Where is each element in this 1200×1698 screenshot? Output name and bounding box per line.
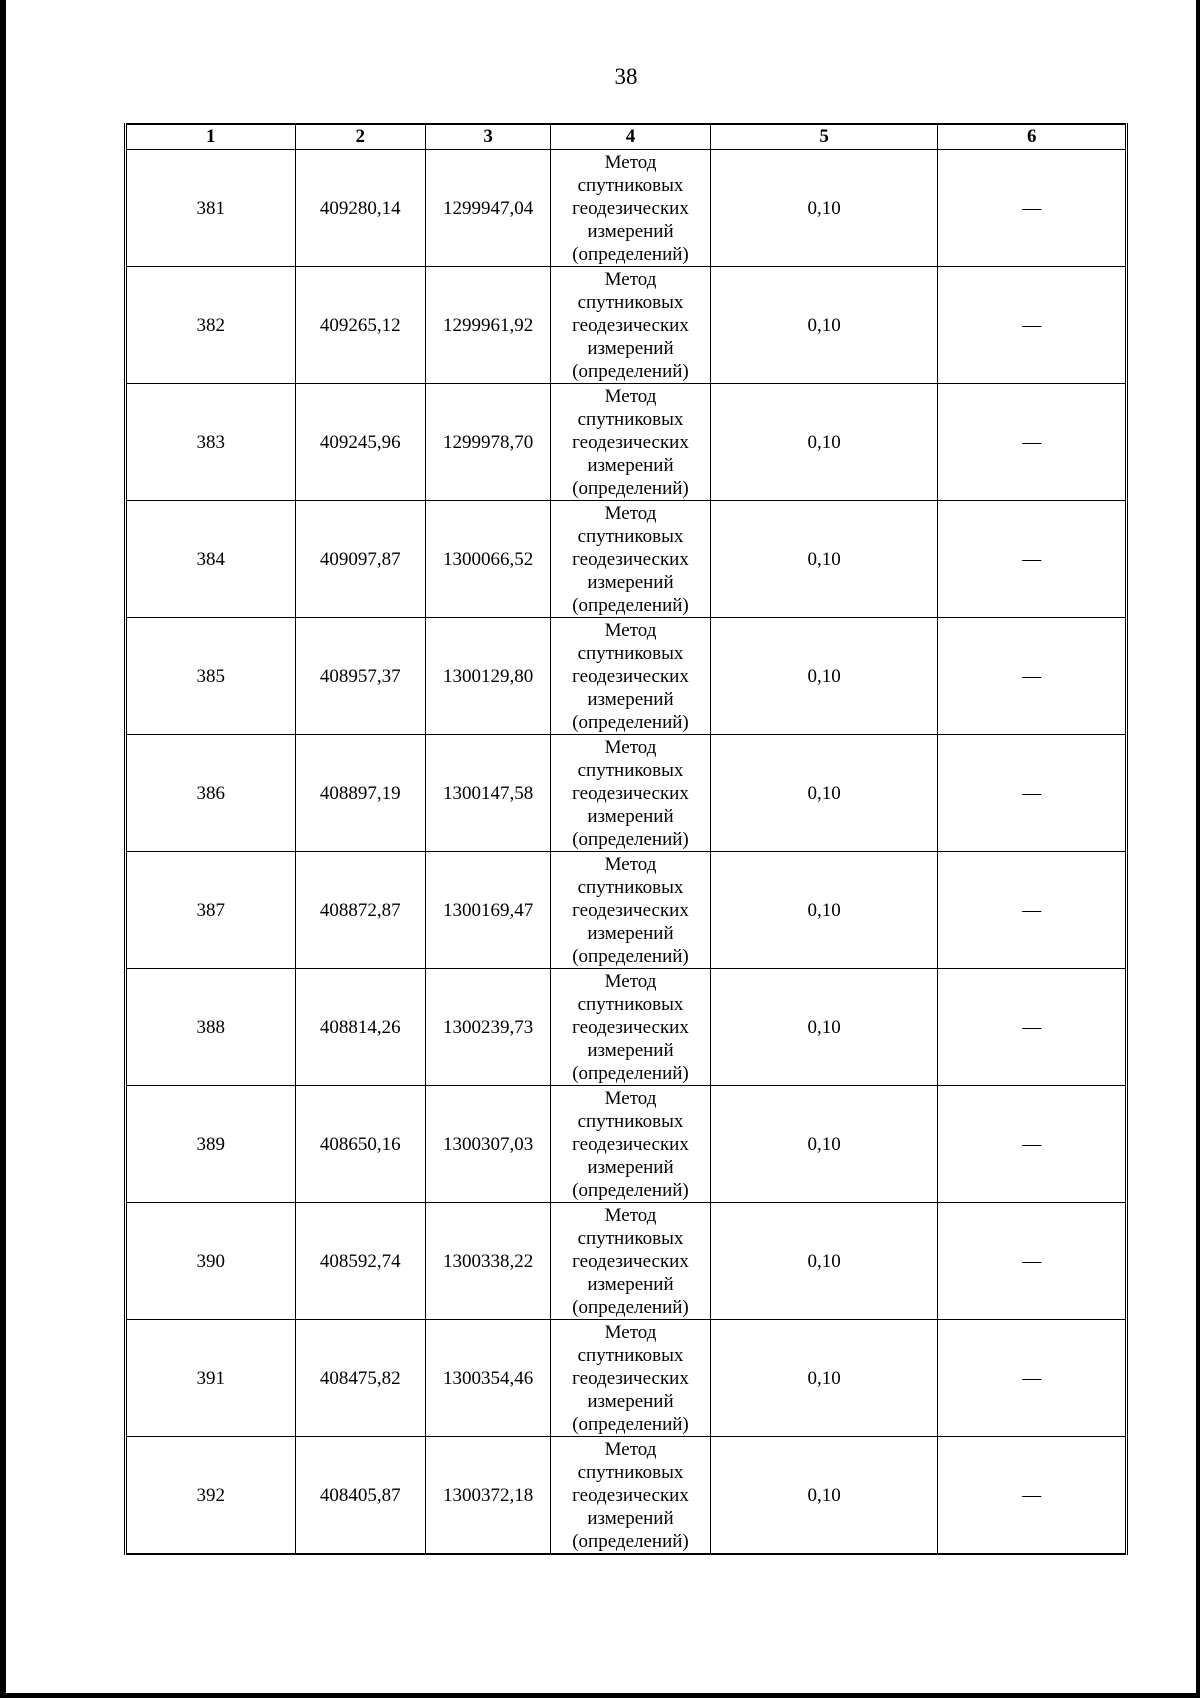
cell-method: Метод спутниковых геодезических измерений (определений) (551, 1437, 710, 1555)
table-row (126, 1320, 1127, 1437)
header-col-1: 1 (126, 124, 296, 150)
cell-description: — (938, 1437, 1127, 1555)
cell-x-coordinate: 408405,87 (295, 1437, 425, 1555)
cell-method: Метод спутниковых геодезических измерений (определений) (551, 969, 710, 1086)
cell-x-coordinate: 408592,74 (295, 1203, 425, 1320)
scan-edge-right (1196, 0, 1200, 1698)
cell-x-coordinate: 408650,16 (295, 1086, 425, 1203)
cell-accuracy: 0,10 (710, 1320, 938, 1437)
cell-point-number: 390 (126, 1203, 296, 1320)
table-row (126, 1437, 1127, 1555)
table-row (126, 969, 1127, 1086)
cell-description: — (938, 969, 1127, 1086)
table-row (126, 267, 1127, 384)
cell-accuracy: 0,10 (710, 1437, 938, 1555)
cell-method: Метод спутниковых геодезических измерений (определений) (551, 1203, 710, 1320)
cell-point-number: 392 (126, 1437, 296, 1555)
cell-y-coordinate: 1299978,70 (425, 384, 550, 501)
header-col-5: 5 (710, 124, 938, 150)
cell-x-coordinate: 409245,96 (295, 384, 425, 501)
page-number: 38 (614, 64, 638, 89)
cell-accuracy: 0,10 (710, 852, 938, 969)
cell-method: Метод спутниковых геодезических измерений (определений) (551, 267, 710, 384)
cell-description: — (938, 852, 1127, 969)
cell-x-coordinate: 409280,14 (295, 150, 425, 267)
cell-point-number: 389 (126, 1086, 296, 1203)
cell-method: Метод спутниковых геодезических измерений (определений) (551, 150, 710, 267)
cell-x-coordinate: 408872,87 (295, 852, 425, 969)
cell-y-coordinate: 1299961,92 (425, 267, 550, 384)
cell-point-number: 386 (126, 735, 296, 852)
cell-accuracy: 0,10 (710, 969, 938, 1086)
cell-y-coordinate: 1300354,46 (425, 1320, 550, 1437)
cell-description: — (938, 150, 1127, 267)
cell-point-number: 385 (126, 618, 296, 735)
cell-description: — (938, 618, 1127, 735)
cell-description: — (938, 1320, 1127, 1437)
cell-point-number: 383 (126, 384, 296, 501)
cell-y-coordinate: 1300239,73 (425, 969, 550, 1086)
cell-point-number: 382 (126, 267, 296, 384)
cell-method: Метод спутниковых геодезических измерений (определений) (551, 1086, 710, 1203)
cell-description: — (938, 1086, 1127, 1203)
scan-edge-left (0, 0, 6, 1698)
cell-y-coordinate: 1299947,04 (425, 150, 550, 267)
cell-description: — (938, 384, 1127, 501)
header-col-2: 2 (295, 124, 425, 150)
cell-y-coordinate: 1300307,03 (425, 1086, 550, 1203)
cell-description: — (938, 267, 1127, 384)
cell-x-coordinate: 409097,87 (295, 501, 425, 618)
cell-y-coordinate: 1300129,80 (425, 618, 550, 735)
table-row (126, 150, 1127, 267)
cell-method: Метод спутниковых геодезических измерений (определений) (551, 384, 710, 501)
table-row (126, 384, 1127, 501)
cell-accuracy: 0,10 (710, 501, 938, 618)
cell-y-coordinate: 1300147,58 (425, 735, 550, 852)
header-col-4: 4 (551, 124, 710, 150)
cell-y-coordinate: 1300169,47 (425, 852, 550, 969)
table-header-row (126, 124, 1127, 150)
cell-accuracy: 0,10 (710, 267, 938, 384)
cell-x-coordinate: 408957,37 (295, 618, 425, 735)
header-col-6: 6 (938, 124, 1127, 150)
cell-accuracy: 0,10 (710, 150, 938, 267)
cell-point-number: 381 (126, 150, 296, 267)
cell-accuracy: 0,10 (710, 1086, 938, 1203)
cell-x-coordinate: 409265,12 (295, 267, 425, 384)
cell-method: Метод спутниковых геодезических измерений (определений) (551, 618, 710, 735)
cell-y-coordinate: 1300338,22 (425, 1203, 550, 1320)
cell-method: Метод спутниковых геодезических измерений (определений) (551, 1320, 710, 1437)
cell-x-coordinate: 408814,26 (295, 969, 425, 1086)
cell-y-coordinate: 1300372,18 (425, 1437, 550, 1555)
cell-description: — (938, 1203, 1127, 1320)
cell-y-coordinate: 1300066,52 (425, 501, 550, 618)
scan-edge-bottom (0, 1693, 1200, 1698)
cell-accuracy: 0,10 (710, 735, 938, 852)
cell-point-number: 387 (126, 852, 296, 969)
cell-method: Метод спутниковых геодезических измерений (определений) (551, 735, 710, 852)
table-row (126, 618, 1127, 735)
cell-point-number: 388 (126, 969, 296, 1086)
cell-x-coordinate: 408475,82 (295, 1320, 425, 1437)
cell-description: — (938, 735, 1127, 852)
cell-method: Метод спутниковых геодезических измерений (определений) (551, 852, 710, 969)
table-row (126, 501, 1127, 618)
cell-accuracy: 0,10 (710, 384, 938, 501)
cell-accuracy: 0,10 (710, 1203, 938, 1320)
cell-accuracy: 0,10 (710, 618, 938, 735)
cell-description: — (938, 501, 1127, 618)
table-row (126, 852, 1127, 969)
cell-point-number: 384 (126, 501, 296, 618)
cell-point-number: 391 (126, 1320, 296, 1437)
table-row (126, 1203, 1127, 1320)
cell-x-coordinate: 408897,19 (295, 735, 425, 852)
table-row (126, 735, 1127, 852)
coordinates-table (124, 123, 1128, 1555)
header-col-3: 3 (425, 124, 550, 150)
table-row (126, 1086, 1127, 1203)
cell-method: Метод спутниковых геодезических измерений (определений) (551, 501, 710, 618)
